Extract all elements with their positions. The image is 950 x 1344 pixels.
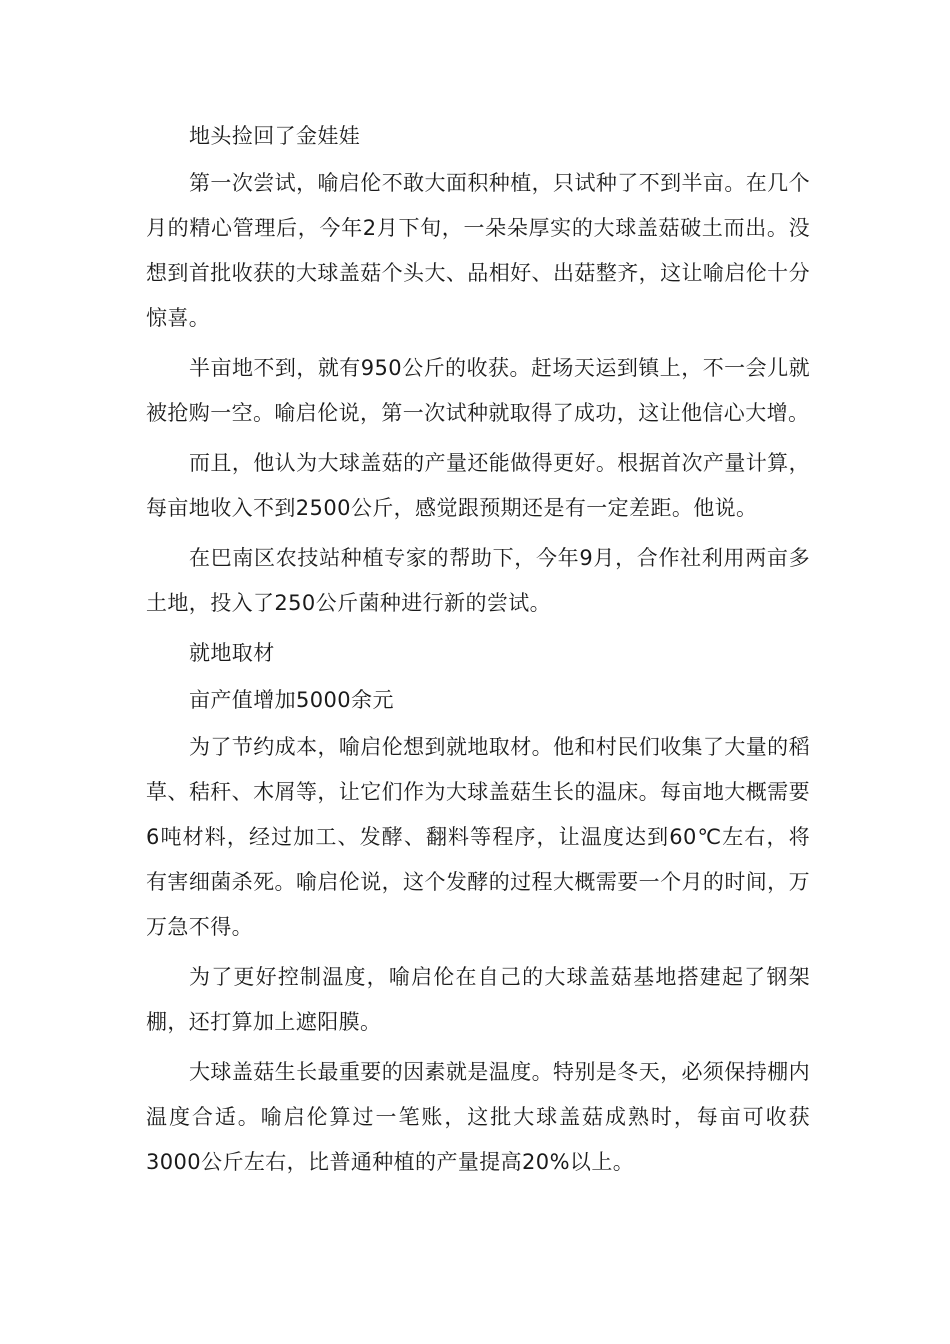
section-heading: 就地取材 <box>189 641 275 665</box>
article-body <box>146 114 810 1190</box>
section-heading: 地头捡回了金娃娃 <box>189 124 361 148</box>
paragraph: 第一次尝试，喻启伦不敢大面积种植，只试种了不到半亩。在几个月的精心管理后，今年2月下旬，一朵朵厚实的大球盖菇破土而出。没想到首批收获的大球盖菇个头大、品相好、出菇整齐，这让喻启伦十分惊喜。 <box>146 171 810 330</box>
paragraph: 而且，他认为大球盖菇的产量还能做得更好。根据首次产量计算，每亩地收入不到2500公斤，感觉跟预期还是有一定差距。他说。 <box>146 451 810 520</box>
paragraph: 在巴南区农技站种植专家的帮助下，今年9月，合作社利用两亩多土地，投入了250公斤菌种进行新的尝试。 <box>146 546 810 615</box>
section-subheading: 亩产值增加5000余元 <box>189 688 394 712</box>
paragraph: 为了节约成本，喻启伦想到就地取材。他和村民们收集了大量的稻草、秸秆、木屑等，让它们作为大球盖菇生长的温床。每亩地大概需要6吨材料，经过加工、发酵、翻料等程序，让温度达到60℃左右，将有害细菌杀死。喻启伦说，这个发酵的过程大概需要一个月的时间，万万急不得。 <box>146 735 810 939</box>
paragraph: 半亩地不到，就有950公斤的收获。赶场天运到镇上，不一会儿就被抢购一空。喻启伦说，第一次试种就取得了成功，这让他信心大增。 <box>146 356 810 425</box>
paragraph: 大球盖菇生长最重要的因素就是温度。特别是冬天，必须保持棚内温度合适。喻启伦算过一笔账，这批大球盖菇成熟时，每亩可收获3000公斤左右，比普通种植的产量提高20%以上。 <box>146 1060 810 1174</box>
paragraph: 为了更好控制温度，喻启伦在自己的大球盖菇基地搭建起了钢架棚，还打算加上遮阳膜。 <box>146 965 810 1034</box>
